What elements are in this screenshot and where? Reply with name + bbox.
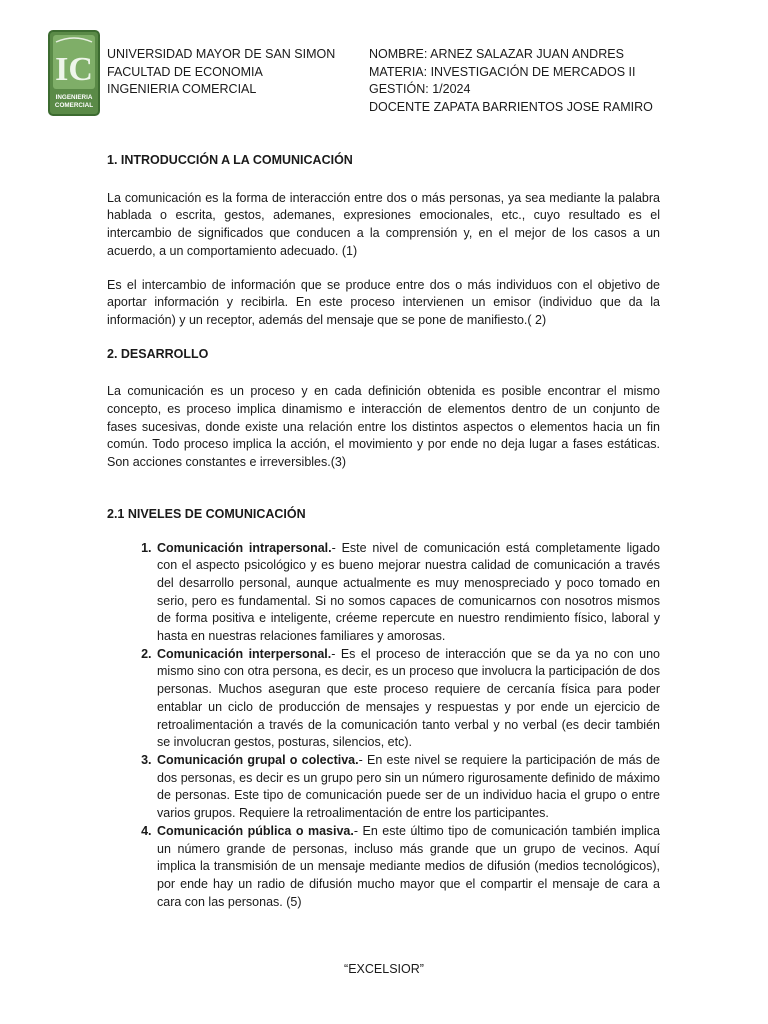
levels-list — [107, 540, 660, 912]
level-text: - En este nivel se requiere la participación de más de dos personas, es decir es un grupo pero sin un número rigurosamente definido de máximo de personas. Este tipo de comunicación puede ser de un individuo hacia el grupo o entre varios grupos. Requiere la retroalimentación de entre los participantes. — [157, 752, 660, 821]
faculty-name: FACULTAD DE ECONOMIA — [107, 64, 263, 79]
level-text: - Este nivel de comunicación está completamente ligado con el aspecto psicológico y es bueno mejorar nuestra calidad de comunicación a través del desarrollo personal, aunque actualmente es muy menospreciado y poco tomado en serio, pero es fundamental. Si no somos capaces de comunicarnos con nosotros mismos de forma positiva e inteligente, créeme repercute en nuestro rendimiento físico, laboral y hasta en nuestras relaciones familiares y amorosas. — [157, 540, 660, 644]
subject-name: MATERIA: INVESTIGACIÓN DE MERCADOS II — [369, 64, 636, 79]
intro-paragraph-2: Es el intercambio de información que se produce entre dos o más individuos con el objetivo de aportar información y recibirla. En este proceso intervienen un emisor (individuo que da la información) y un receptor, además del mensaje que se pone de manifiesto.( 2) — [107, 277, 660, 327]
level-item — [155, 823, 660, 912]
level-term: Comunicación grupal o colectiva. — [157, 752, 359, 767]
development-heading: 2. DESARROLLO — [107, 346, 209, 361]
logo-caption-line1: INGENIERIA — [55, 94, 93, 101]
career-name: INGENIERIA COMERCIAL — [107, 82, 257, 96]
institution-header — [107, 46, 335, 99]
level-item — [155, 646, 660, 752]
term: GESTIÓN: 1/2024 — [369, 82, 471, 96]
teacher-name: DOCENTE ZAPATA BARRIENTOS JOSE RAMIRO — [369, 99, 653, 114]
level-term: Comunicación pública o masiva. — [157, 823, 354, 838]
logo-monogram: IC — [55, 51, 93, 88]
student-name: NOMBRE: ARNEZ SALAZAR JUAN ANDRES — [369, 47, 624, 61]
intro-heading: 1. INTRODUCCIÓN A LA COMUNICACIÓN — [107, 153, 353, 167]
footer-motto: “EXCELSIOR” — [344, 962, 424, 976]
level-item — [155, 752, 660, 823]
intro-paragraph-1: La comunicación es la forma de interacción entre dos o más personas, ya sea mediante la palabra hablada o escrita, gestos, ademanes, expresiones emocionales, etc., cuyo resultado es el intercambio de significados que conducen a la comprensión y, en el mejor de los casos a un acuerdo, a un comportamiento adecuado. (1) — [107, 190, 660, 258]
level-term: Comunicación interpersonal. — [157, 646, 332, 661]
level-text: - En este último tipo de comunicación también implica un número grande de personas, incluso más grande que un grupo de vecinos. Aquí implica la transmisión de un mensaje mediante medios de difusión (medios tecnológicos), por ende hay un radio de difusión mucho mayor que el compartir el mensaje de cara a cara con las personas. (5) — [157, 823, 660, 909]
level-term: Comunicación intrapersonal. — [157, 540, 332, 555]
level-text: - Es el proceso de interacción que se da ya no con uno mismo sino con otra persona, es decir, es un proceso que involucra la participación de dos personas. Muchos aseguran que este proceso requiere de cercanía física para poder entablar un ciclo de producción de mensajes y respuestas y por ende un ejercicio de retroalimentación a través de la comunicación tanto verbal y no verbal (es decir también se involucran gestos, posturas, silencios, etc). — [157, 646, 660, 750]
document-body — [107, 152, 660, 911]
development-paragraph: La comunicación es un proceso y en cada definición obtenida es posible encontrar el mismo concepto, es proceso implica dinamismo e interacción de elementos dentro de un conjunto de fases sucesivas, donde existe una relación entre los distintos aspectos o elementos hacia un fin común. Todo proceso implica la acción, el movimiento y por ende no deja lugar a fases estáticas. Son acciones constantes e irreversibles.(3) — [107, 384, 660, 470]
student-header — [369, 46, 653, 116]
level-item — [155, 540, 660, 646]
faculty-logo — [48, 30, 100, 116]
levels-heading: 2.1 NIVELES DE COMUNICACIÓN — [107, 506, 306, 521]
university-name: UNIVERSIDAD MAYOR DE SAN SIMON — [107, 47, 336, 61]
logo-caption-line2: COMERCIAL — [54, 102, 94, 109]
